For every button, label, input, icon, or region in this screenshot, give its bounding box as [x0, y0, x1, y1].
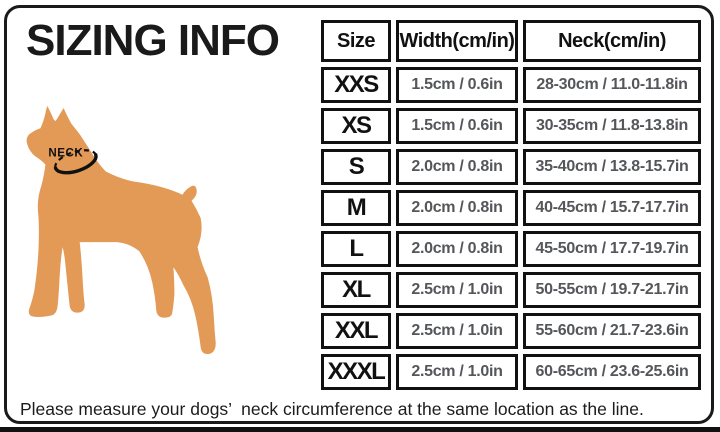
cell-size: M	[321, 190, 391, 226]
table-row	[321, 190, 701, 226]
table-row	[321, 231, 701, 267]
col-header-width: Width(cm/in)	[396, 20, 518, 62]
table-row	[321, 272, 701, 308]
cell-size: XL	[321, 272, 391, 308]
cell-neck: 60-65cm / 23.6-25.6in	[523, 354, 701, 390]
cell-neck: 55-60cm / 21.7-23.6in	[523, 313, 701, 349]
cell-width: 2.5cm / 1.0in	[396, 272, 518, 308]
cell-neck: 40-45cm / 15.7-17.7in	[523, 190, 701, 226]
size-table	[316, 15, 706, 395]
cell-width: 2.0cm / 0.8in	[396, 190, 518, 226]
cell-size: XS	[321, 108, 391, 144]
table-row	[321, 313, 701, 349]
table-row	[321, 108, 701, 144]
cell-size: S	[321, 149, 391, 185]
page-title: SIZING INFO	[26, 16, 279, 65]
bottom-black-bar	[0, 427, 720, 432]
measure-note: Please measure your dogs’ neck circumference at the same location as the line.	[20, 399, 644, 419]
cell-width: 1.5cm / 0.6in	[396, 108, 518, 144]
cell-width: 1.5cm / 0.6in	[396, 67, 518, 103]
cell-size: XXXL	[321, 354, 391, 390]
cell-size: XXL	[321, 313, 391, 349]
table-header-row	[321, 20, 701, 62]
neck-label: NECK	[48, 147, 84, 160]
cell-width: 2.5cm / 1.0in	[396, 313, 518, 349]
cell-neck: 35-40cm / 13.8-15.7in	[523, 149, 701, 185]
cell-neck: 28-30cm / 11.0-11.8in	[523, 67, 701, 103]
cell-width: 2.5cm / 1.0in	[396, 354, 518, 390]
table-row	[321, 149, 701, 185]
cell-neck: 50-55cm / 19.7-21.7in	[523, 272, 701, 308]
col-header-size: Size	[321, 20, 391, 62]
cell-width: 2.0cm / 0.8in	[396, 149, 518, 185]
cell-size: L	[321, 231, 391, 267]
cell-size: XXS	[321, 67, 391, 103]
table-row	[321, 354, 701, 390]
table-row	[321, 67, 701, 103]
cell-width: 2.0cm / 0.8in	[396, 231, 518, 267]
dog-svg	[24, 101, 216, 361]
cell-neck: 30-35cm / 11.8-13.8in	[523, 108, 701, 144]
cell-neck: 45-50cm / 17.7-19.7in	[523, 231, 701, 267]
col-header-neck: Neck(cm/in)	[523, 20, 701, 62]
dog-silhouette	[27, 106, 216, 354]
dog-illustration	[24, 101, 216, 361]
